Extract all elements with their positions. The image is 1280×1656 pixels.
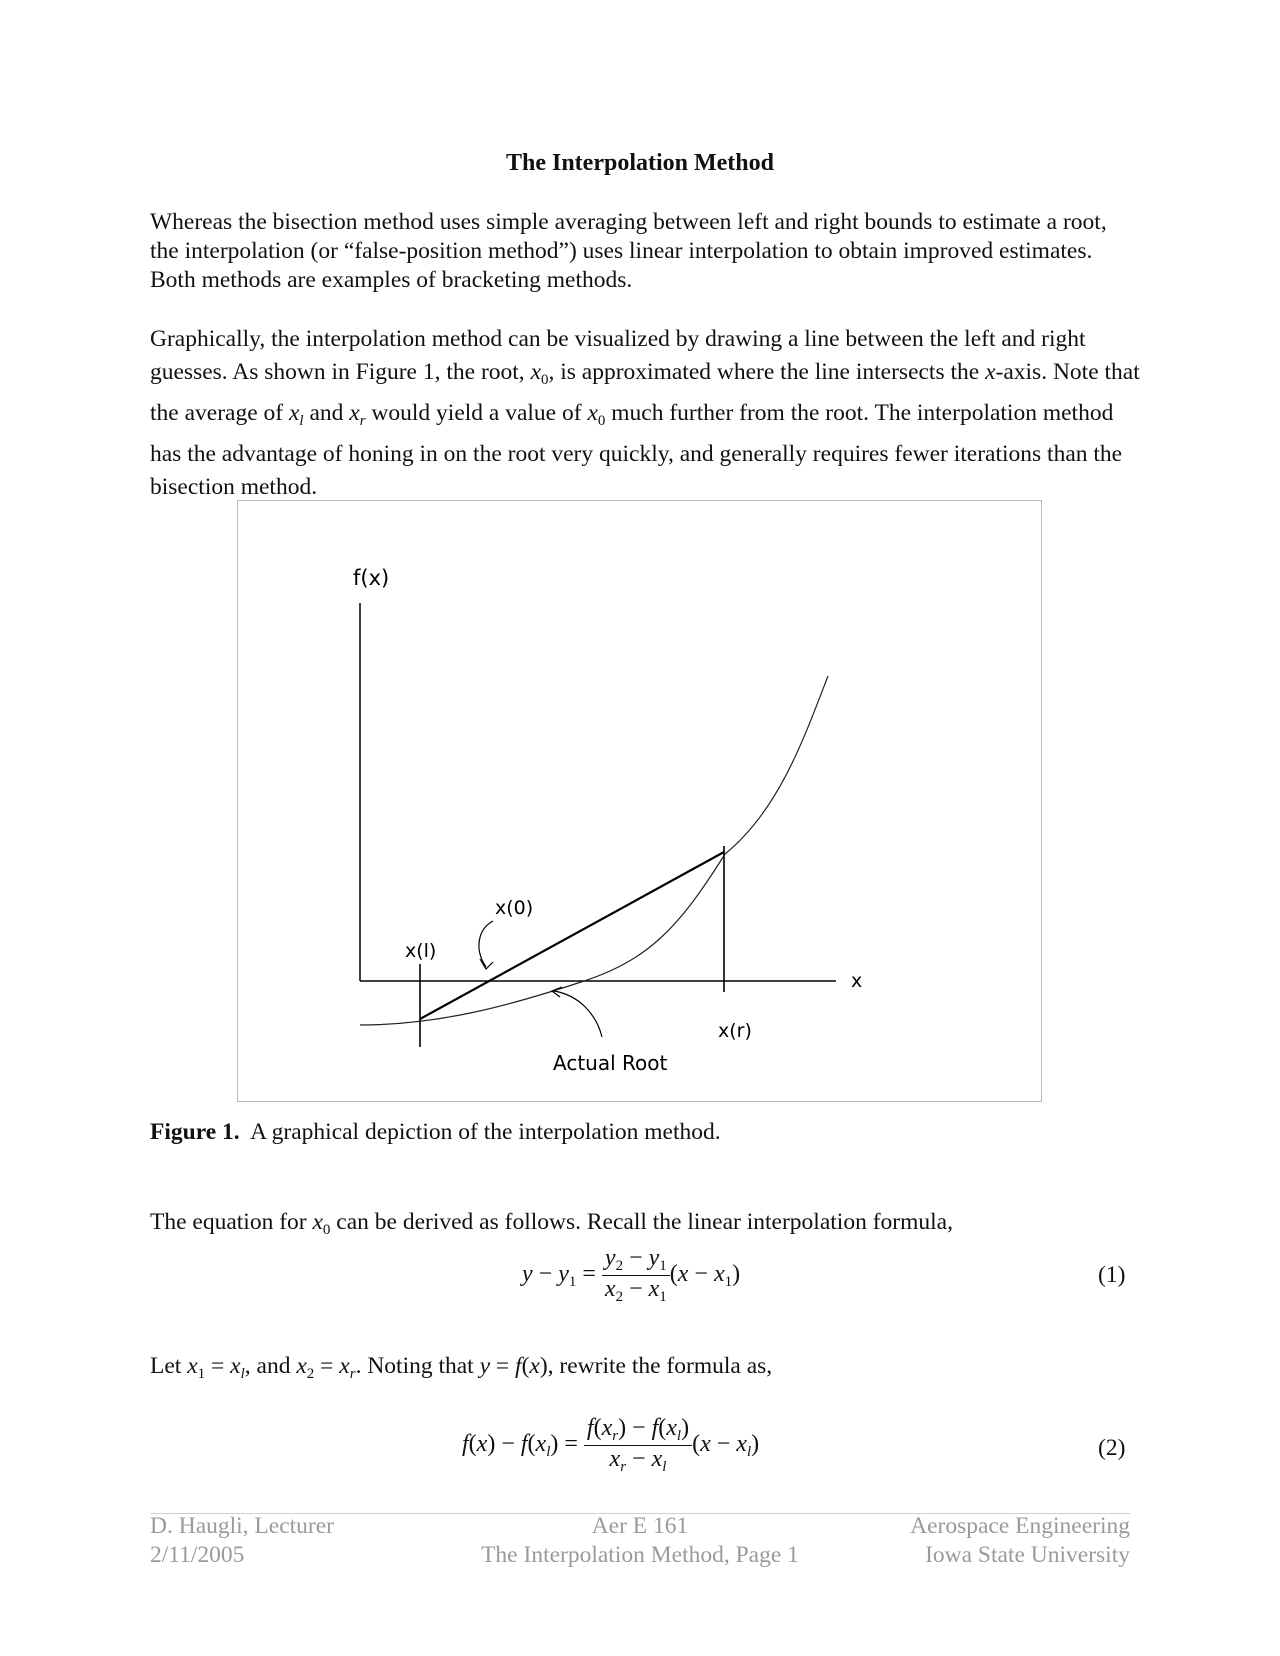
footer-date: 2/11/2005 — [150, 1542, 245, 1568]
page-title: The Interpolation Method — [505, 150, 774, 176]
equation-2: $f(x) - f(x_l)$ = $\frac{f(x_r) - f(x_l)}{x_r - x_l}$ $(x - x_l)$ — [462, 1415, 760, 1475]
paragraph-graphical: Graphically, the interpolation method can be visualized by drawing a line between the left and right guesses. As shown in Figure 1, the root, $x_0$, is approximated where the line intersects the x-axis. Note that the average of $x_l$ and $x_r$ would yield a value of $x_0$ much further from the root. The interpolation method has the advantage of honing in on the root very quickly, and generally requires fewer iterations than the bisection method. — [150, 326, 1140, 500]
footer-department: Aerospace Engineering — [910, 1513, 1130, 1539]
footer-center — [440, 1512, 840, 1570]
figure-caption: Figure 1. A graphical depiction of the interpolation method. — [150, 1119, 721, 1145]
label-xl: x(l) — [405, 940, 437, 962]
function-curve — [360, 676, 828, 1025]
label-x0: x(0) — [495, 897, 534, 919]
footer-author: D. Haugli, Lecturer — [150, 1513, 335, 1539]
footer-page: The Interpolation Method, Page 1 — [481, 1542, 799, 1568]
paragraph-intro: Whereas the bisection method uses simple averaging between left and right bounds to estimate a root, the interpolation (or “false-position method”) uses linear interpolation to obtain improved estimates. Both methods are examples of bracketing methods. — [150, 209, 1107, 293]
x-axis-label: x — [851, 970, 863, 992]
equation-2-number: (2) — [1098, 1435, 1126, 1461]
footer-course: Aer E 161 — [591, 1513, 689, 1539]
figure-1 — [237, 500, 1042, 1102]
paragraph-derivation: The equation for $x_0$ can be derived as follows. Recall the linear interpolation formula, — [150, 1209, 953, 1238]
footer-right — [830, 1512, 1130, 1570]
footer-left — [150, 1512, 334, 1570]
footer-university: Iowa State University — [925, 1542, 1130, 1568]
interpolation-diagram — [238, 501, 1041, 1101]
secant-line — [420, 852, 724, 1019]
label-xr: x(r) — [718, 1020, 752, 1042]
label-actual-root: Actual Root — [553, 1051, 668, 1075]
y-axis-label: f(x) — [353, 566, 390, 590]
paragraph-substitution: Let $x_1 = x_l$, and $x_2 = x_r$. Noting that y = f(x), rewrite the formula as, — [150, 1353, 773, 1382]
equation-1: $y - y_1$ = $\frac{y_2 - y_1}{x_2 - x_1}$ $(x - x_1)$ — [522, 1245, 741, 1305]
root-arrow — [554, 991, 602, 1037]
equation-1-number: (1) — [1098, 1262, 1126, 1288]
